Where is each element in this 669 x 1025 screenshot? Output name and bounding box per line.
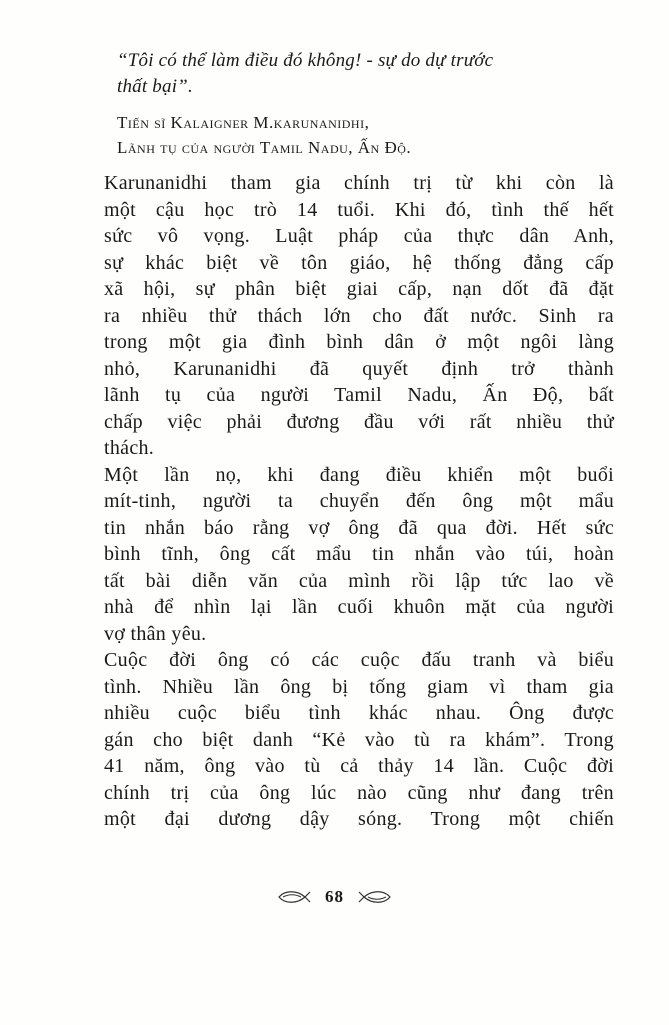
text-line: vợ thân yêu. (104, 622, 207, 645)
text-line: lãnh tụ của người Tamil Nadu, Ấn Độ, bất (104, 384, 614, 406)
text-line: bình tĩnh, ông cất mẩu tin nhắn vào túi, hoàn (104, 543, 614, 565)
epigraph-attribution (117, 110, 627, 160)
text-line: ra nhiều thử thách lớn cho đất nước. Sinh ra (104, 304, 614, 327)
epigraph-attribution-line: Tiến sĩ Kalaigner M.karunanidhi, (117, 113, 370, 132)
text-line: sự khác biệt về tôn giáo, hệ thống đẳng cấp (104, 251, 614, 274)
text-line: nhiều cuộc biểu tình khác nhau. Ông được (104, 702, 614, 724)
text-line: Karunanidhi tham gia chính trị từ khi còn là (104, 172, 614, 194)
paragraph (104, 170, 614, 462)
text-line: chấp việc phải đương đầu với rất nhiều thử (104, 410, 614, 433)
text-line: gán cho biệt danh “Kẻ vào tù ra khám”. Trong (104, 728, 614, 751)
text-line: chính trị của ông lúc nào cũng như đang trên (104, 781, 614, 804)
text-line: Một lần nọ, khi đang điều khiển một buổi (104, 463, 614, 486)
epigraph-quote (117, 48, 627, 100)
page-footer (0, 882, 669, 912)
text-line: sức vô vọng. Luật pháp của thực dân Anh, (104, 225, 614, 247)
text-line: mít-tinh, người ta chuyển đến ông một mẩu (104, 490, 614, 512)
epigraph (117, 48, 627, 160)
epigraph-attribution-line: Lãnh tụ của người Tamil Nadu, Ấn Độ. (117, 138, 412, 157)
fish-ornament-icon (277, 889, 311, 905)
paragraph (104, 462, 614, 648)
text-line: xã hội, sự phân biệt giai cấp, nạn dốt đã đặt (104, 278, 614, 300)
text-line: nhỏ, Karunanidhi đã quyết định trở thành (104, 357, 614, 380)
text-line: nhà để nhìn lại lần cuối khuôn mặt của người (104, 596, 614, 618)
paragraph (104, 647, 614, 833)
text-line: một cậu học trò 14 tuổi. Khi đó, tình thế hết (104, 198, 614, 221)
text-line: thách. (104, 437, 155, 459)
text-line: tất bài diễn văn của mình rồi lập tức lao về (104, 569, 614, 592)
epigraph-quote-line: “Tôi có thể làm điều đó không! - sự do dự trước (117, 50, 494, 71)
body-text (104, 170, 614, 833)
text-line: tin nhắn báo rằng vợ ông đã qua đời. Hết sức (104, 516, 614, 539)
fish-ornament-icon (358, 889, 392, 905)
text-line: 41 năm, ông vào tù cả thảy 14 lần. Cuộc đời (104, 755, 614, 777)
text-line: Cuộc đời ông có các cuộc đấu tranh và biểu (104, 649, 614, 671)
text-line: trong một gia đình bình dân ở một ngôi làng (104, 331, 614, 353)
text-line: một đại dương dậy sóng. Trong một chiến (104, 808, 614, 830)
epigraph-quote-line: thất bại”. (117, 76, 193, 97)
page-number: 68 (325, 887, 344, 906)
text-line: tình. Nhiều lần ông bị tống giam vì tham gia (104, 675, 614, 698)
